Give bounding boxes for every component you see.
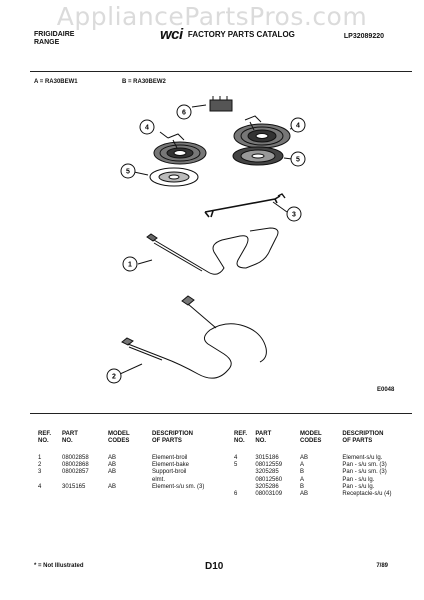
part-header-2: NO. — [62, 438, 73, 444]
table-row — [38, 455, 240, 462]
part-cell: 08002868 — [62, 462, 89, 469]
receptacle-part — [192, 96, 232, 111]
model-a-label: A = RA30BEW1 — [34, 79, 78, 85]
ref-cell — [234, 484, 255, 491]
table-row — [38, 469, 240, 476]
broil-support-part — [205, 194, 287, 217]
ref-cell: 5 — [234, 462, 238, 469]
callout-1: 1 — [128, 261, 132, 269]
not-illustrated-note: * = Not Illustrated — [34, 563, 84, 569]
brand-name: FRIGIDAIRE — [34, 31, 75, 38]
document-number: LP32089220 — [343, 33, 384, 40]
desc-cell: elmt. — [152, 476, 166, 483]
part-cell: 3015165 — [62, 483, 86, 490]
ref-cell — [38, 477, 62, 484]
part-cell: 08002858 — [62, 455, 89, 461]
table-header-row — [38, 431, 240, 445]
surface-element-large — [234, 116, 301, 148]
table-row — [38, 477, 240, 484]
code-cell: AB — [300, 455, 309, 461]
catalog-title-block — [160, 26, 295, 43]
ref-cell: 6 — [234, 491, 238, 498]
code-cell: B — [300, 469, 305, 476]
callout-3: 3 — [292, 211, 296, 219]
desc-cell: Pan - s/u lg. — [342, 476, 375, 483]
desc-cell: Receptacle-s/u (4) — [342, 491, 392, 498]
table-header-row — [234, 431, 424, 445]
code-cell: A — [300, 462, 305, 469]
wci-logo: wci — [160, 26, 183, 43]
desc-cell: Support-broil — [152, 469, 187, 476]
desc-header-2: OF PARTS — [342, 438, 373, 444]
drip-pan-small — [134, 168, 198, 186]
desc-cell: Element-s/u sm. (3) — [152, 483, 205, 490]
ref-header-2: NO. — [234, 438, 245, 444]
model-header-2: CODES — [300, 438, 322, 444]
ref-cell: 4 — [234, 455, 238, 461]
ref-cell: 3 — [38, 469, 42, 476]
surface-element-small — [154, 132, 206, 164]
part-cell: 08012559 — [255, 462, 283, 469]
part-header: PART — [62, 431, 78, 437]
callout-2: 2 — [112, 373, 116, 381]
model-header-2: CODES — [108, 438, 130, 444]
figure-code: E0048 — [377, 387, 395, 393]
table-row — [38, 462, 240, 469]
callout-6: 6 — [182, 109, 186, 117]
code-cell: AB — [108, 483, 117, 490]
code-cell: AB — [108, 469, 117, 476]
code-cell: AB — [108, 455, 117, 461]
table-top-divider — [30, 413, 412, 414]
parts-table-left — [38, 431, 240, 491]
model-header: MODEL — [108, 431, 130, 437]
ref-cell: 2 — [38, 462, 42, 469]
part-cell: 08002857 — [62, 469, 89, 476]
ref-cell — [234, 477, 255, 484]
table-row — [234, 491, 424, 498]
watermark-text: AppliancePartsPros.com — [56, 2, 368, 31]
ref-cell — [234, 469, 255, 476]
header-divider — [30, 71, 412, 72]
table-row — [234, 455, 424, 462]
table-row — [38, 484, 240, 491]
part-cell: 3015186 — [255, 455, 279, 461]
desc-cell: Element-s/u lg. — [342, 455, 383, 461]
desc-cell: Element-broil — [152, 455, 188, 461]
table-row — [234, 477, 424, 484]
desc-cell: Element-bake — [152, 462, 190, 469]
callout-4-left: 4 — [145, 124, 149, 132]
model-b-label: B = RA30BEW2 — [122, 79, 166, 85]
part-header: PART — [255, 431, 272, 437]
callout-5-left: 5 — [126, 168, 130, 176]
ref-cell: 1 — [38, 455, 42, 461]
code-cell: A — [300, 476, 305, 483]
table-row — [234, 462, 424, 469]
broil-element-part — [138, 228, 278, 274]
ref-header: REF. — [38, 431, 52, 437]
page-number: D10 — [205, 561, 224, 572]
catalog-title: FACTORY PARTS CATALOG — [187, 30, 295, 39]
product-type: RANGE — [34, 39, 60, 46]
part-cell: 3205286 — [255, 483, 279, 490]
desc-header: DESCRIPTION — [152, 431, 194, 437]
callout-5-right: 5 — [296, 156, 300, 164]
part-cell: 3205285 — [255, 469, 279, 476]
part-cell: 08012560 — [255, 476, 283, 483]
table-row — [234, 469, 424, 476]
ref-header-2: NO. — [38, 438, 49, 444]
parts-diagram — [30, 92, 394, 392]
table-row — [234, 484, 424, 491]
desc-cell: Pan - s/u lg. — [342, 483, 375, 490]
desc-cell: Pan - s/u sm. (3) — [342, 462, 387, 469]
bake-element-part — [120, 296, 266, 378]
ref-header: REF. — [234, 431, 248, 437]
callout-4-right: 4 — [296, 122, 300, 130]
ref-cell: 4 — [38, 483, 42, 490]
code-cell: AB — [300, 491, 309, 498]
part-cell — [62, 477, 108, 484]
parts-table-right — [234, 431, 424, 498]
code-cell: AB — [108, 462, 117, 469]
code-cell: B — [300, 483, 305, 490]
code-cell — [108, 477, 152, 484]
brand-block — [34, 31, 74, 47]
date-code: 7/89 — [376, 563, 388, 569]
desc-cell: Pan - s/u sm. (3) — [342, 469, 387, 476]
part-cell: 08003109 — [255, 491, 283, 498]
drip-pan-large — [233, 147, 300, 165]
part-header-2: NO. — [255, 438, 267, 444]
model-header: MODEL — [300, 431, 322, 437]
desc-header: DESCRIPTION — [342, 431, 384, 437]
desc-header-2: OF PARTS — [152, 438, 182, 444]
